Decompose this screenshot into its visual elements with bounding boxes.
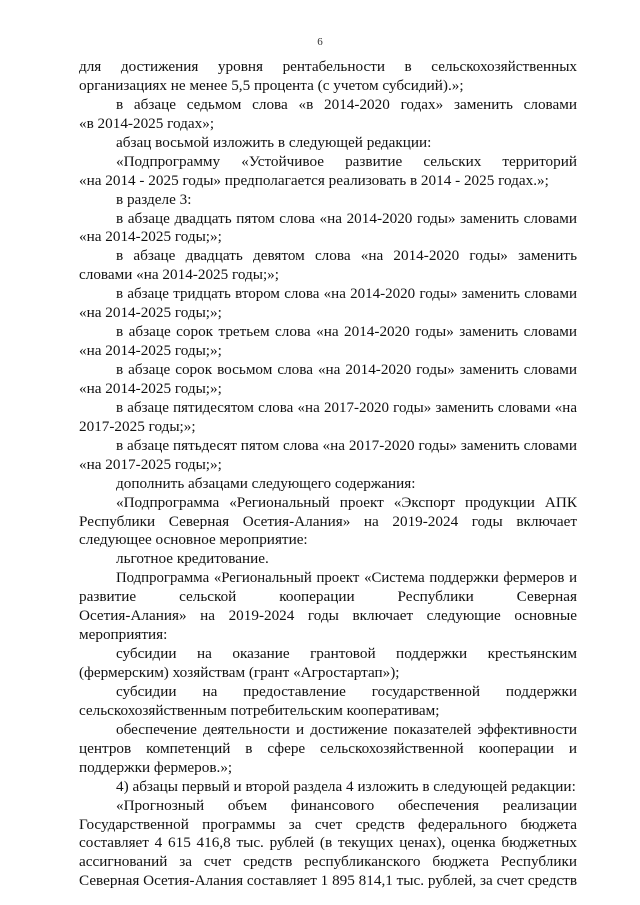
text-line: мероприятия: [79,626,168,644]
text-line: центров компетенций в сфере сельскохозяйственной кооперации и [79,739,577,757]
text-line: в абзаце двадцать пятом слова «на 2014-2020 годы» заменить словами [116,209,577,227]
text-line: «Прогнозный объем финансового обеспечения реализации [116,796,577,814]
text-line: Осетия-Алания» на 2019-2024 годы включает следующие основные [79,607,577,625]
text-line: Подпрограмма «Региональный проект «Система поддержки фермеров и [116,570,577,587]
text-line: следующее основное мероприятие: [79,531,308,549]
text-line: развитие сельской кооперации Республики Северная [79,588,577,606]
text-line: «Подпрограмма «Региональный проект «Экспорт продукции АПК [116,493,577,511]
text-line: «на 2014-2025 годы;»; [79,228,222,246]
text-line: «на 2014-2025 годы;»; [79,379,222,397]
text-line: составляет 4 615 416,8 тыс. рублей (в текущих ценах), оценка бюджетных [79,834,577,852]
text-line: поддержки фермеров.»; [79,758,233,776]
text-line: Республики Северная Осетия-Алания» на 2019-2024 годы включает [79,512,577,530]
text-line: для достижения уровня рентабельности в сельскохозяйственных [79,58,577,75]
text-line: «на 2017-2025 годы;»; [79,455,222,473]
text-line: «в 2014-2025 годах»; [79,114,215,132]
text-line: организациях не менее 5,5 процента (с учетом субсидий).»; [79,76,464,94]
text-line: в абзаце пятьдесят пятом слова «на 2017-2020 годы» заменить словами [116,436,577,454]
text-line: (фермерским) хозяйствам (грант «Агростартап»); [79,664,400,681]
text-line: Государственной программы за счет средств федерального бюджета [79,815,577,833]
text-line: 4) абзацы первый и второй раздела 4 изложить в следующей редакции: [116,777,576,795]
text-line: в абзаце тридцать втором слова «на 2014-2020 годы» заменить словами [116,286,577,303]
text-line: льготное кредитование. [116,550,269,568]
text-line: в абзаце пятидесятом слова «на 2017-2020 годы» заменить словами «на [116,399,577,416]
text-line: «на 2014 - 2025 годы» предполагается реализовать в 2014 - 2025 годах.»; [79,171,549,189]
text-line: «Подпрограмму «Устойчивое развитие сельских территорий [116,152,577,170]
text-line: «на 2014-2025 годы;»; [79,304,222,322]
text-line: ассигнований за счет средств республиканского бюджета Республики [79,853,577,871]
text-line: абзац восьмой изложить в следующей редакции: [116,133,432,151]
text-line: в абзаце сорок третьем слова «на 2014-2020 годы» заменить словами [116,323,577,341]
text-line: сельскохозяйственным потребительским кооперативам; [79,701,440,719]
text-line: субсидии на предоставление государственной поддержки [116,682,577,700]
document-body [79,58,577,891]
text-line: в абзаце двадцать девятом слова «на 2014-2020 годы» заменить [116,247,577,265]
text-line: обеспечение деятельности и достижение показателей эффективности [116,720,577,738]
text-line: словами «на 2014-2025 годы;»; [79,266,279,284]
text-line: Северная Осетия-Алания составляет 1 895 814,1 тыс. рублей, за счет средств [79,872,577,890]
text-line: в разделе 3: [116,190,192,208]
text-line: дополнить абзацами следующего содержания: [116,474,416,492]
text-line: 2017-2025 годы;»; [79,417,196,435]
text-line: субсидии на оказание грантовой поддержки крестьянским [116,645,577,663]
text-line: «на 2014-2025 годы;»; [79,342,222,360]
text-line: в абзаце седьмом слова «в 2014-2020 годах» заменить словами [116,95,577,113]
page-number: 6 [317,36,323,48]
text-line: в абзаце сорок восьмом слова «на 2014-2020 годы» заменить словами [116,361,577,378]
